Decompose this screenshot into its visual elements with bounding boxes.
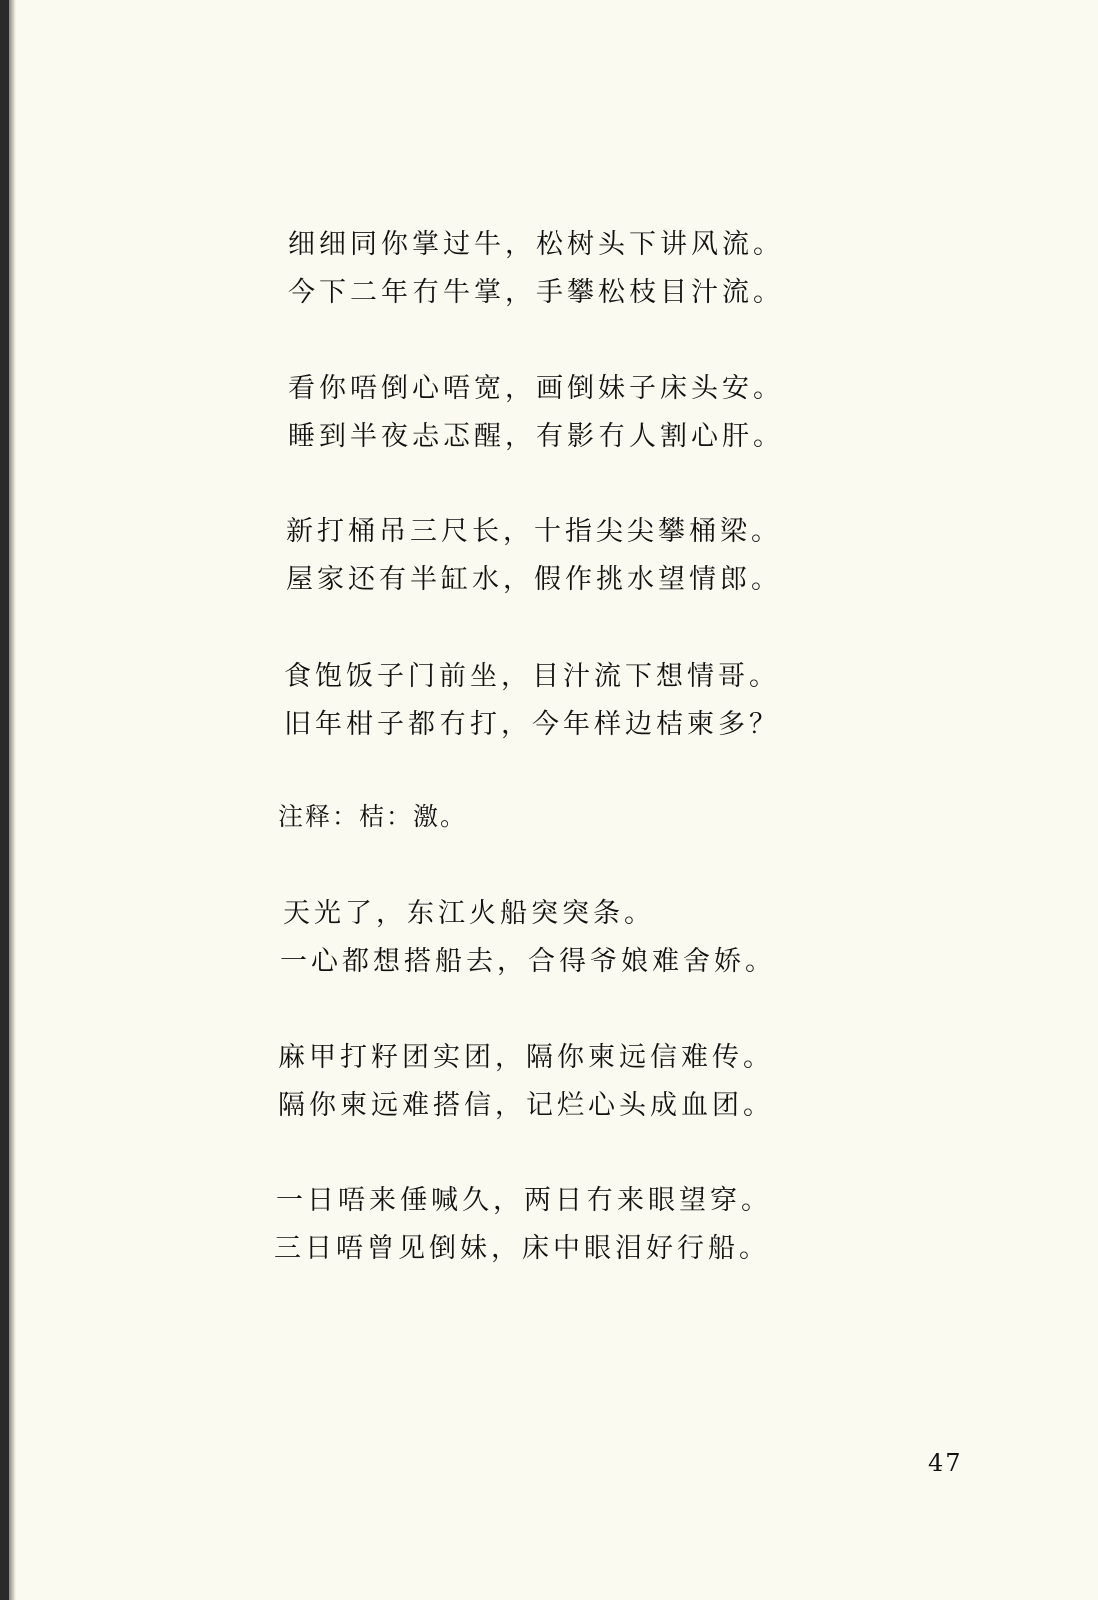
- annotation-note: 注释：桔：激。: [278, 802, 468, 831]
- page-number: 47: [928, 1449, 963, 1477]
- verse-line: 今下二年冇牛掌，手攀松枝目汁流。: [288, 277, 784, 308]
- verse-line: 三日唔曾见倒妹，床中眼泪好行船。: [274, 1233, 770, 1264]
- verse-line: 一日唔来倕喊久，两日冇来眼望穿。: [276, 1185, 772, 1216]
- scan-page-edge-shadow: [9, 0, 16, 1600]
- verse-line: 天光了，东江火船突突条。: [283, 898, 655, 929]
- verse-line: 旧年柑子都冇打，今年样边桔柬多？: [284, 709, 780, 740]
- verse-line: 新打桶吊三尺长，十指尖尖攀桶梁。: [286, 516, 782, 547]
- verse-line: 睡到半夜忐忑醒，有影冇人割心肝。: [288, 421, 784, 452]
- verse-line: 屋家还有半缸水，假作挑水望情郎。: [286, 564, 782, 595]
- verse-line: 隔你柬远难搭信，记烂心头成血团。: [278, 1090, 774, 1121]
- verse-line: 细细同你掌过牛，松树头下讲风流。: [288, 229, 784, 260]
- verse-line: 看你唔倒心唔宽，画倒妹子床头安。: [288, 373, 784, 404]
- verse-line: 麻甲打籽团实团，隔你柬远信难传。: [278, 1042, 774, 1073]
- scan-page-edge: [0, 0, 9, 1600]
- verse-line: 一心都想搭船去，合得爷娘难舍娇。: [280, 946, 776, 977]
- verse-line: 食饱饭子门前坐，目汁流下想情哥。: [284, 661, 780, 692]
